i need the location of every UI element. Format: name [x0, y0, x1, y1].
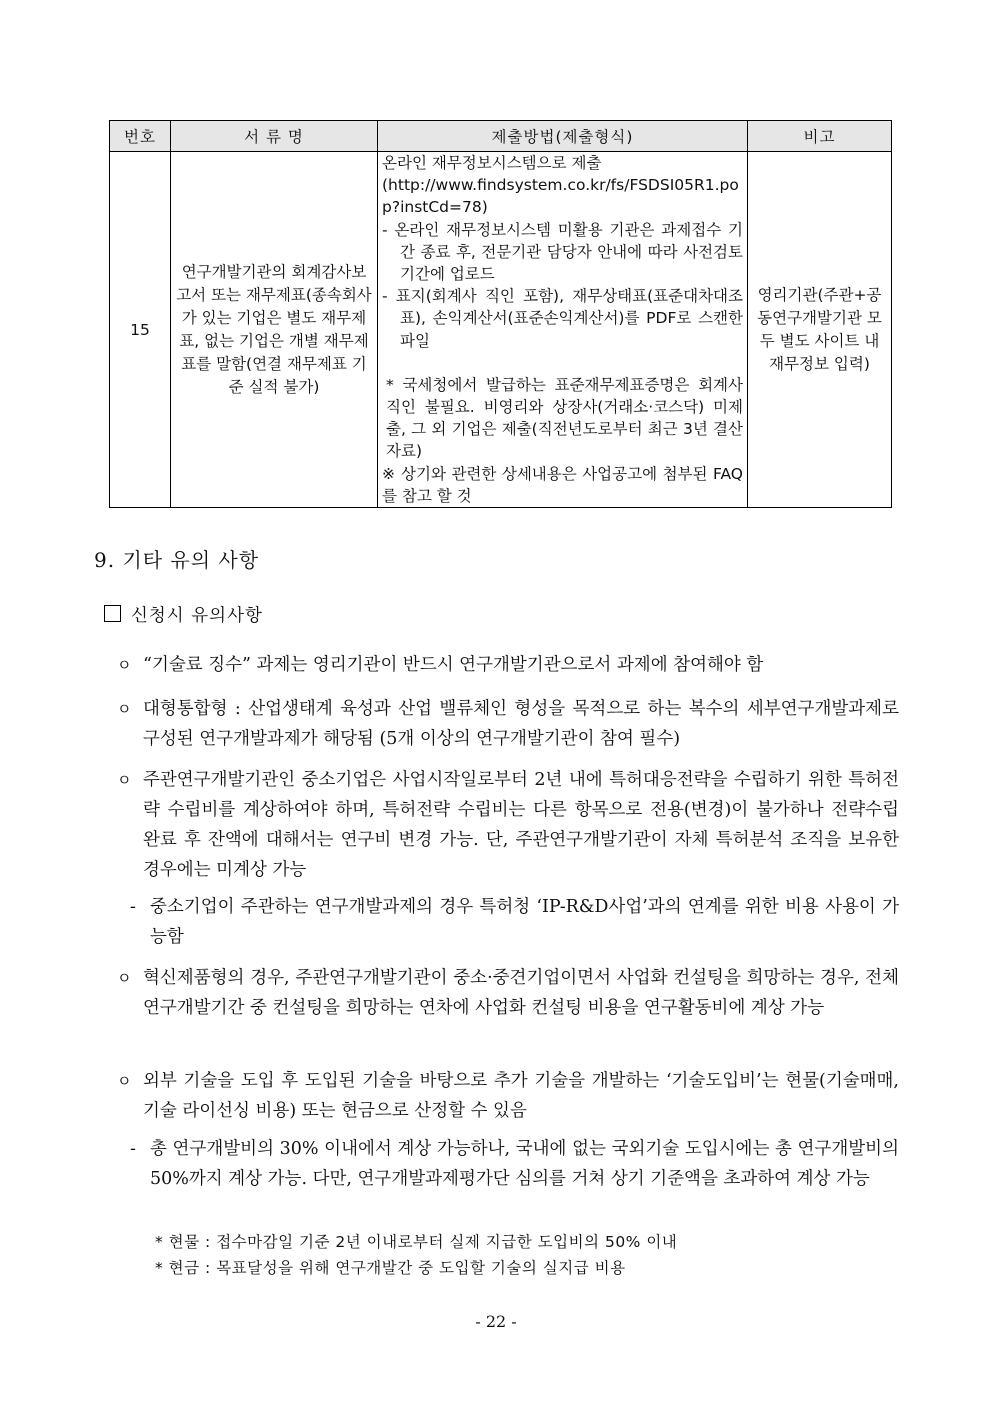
circle-bullet-icon: ㅇ	[117, 700, 132, 718]
note-cash: * 현금 : 목표달성을 위해 연구개발간 중 도입할 기술의 실지급 비용	[155, 1259, 626, 1277]
row-remarks: 영리기관(주관+공동연구개발기관 모두 별도 사이트 내 재무정보 입력)	[748, 152, 892, 508]
submission-table	[109, 120, 892, 508]
circle-bullet-icon: ㅇ	[117, 969, 132, 987]
page-number: - 22 -	[475, 1312, 517, 1331]
dash-item: - 총 연구개발비의 30% 이내에서 계상 가능하나, 국내에 없는 국외기술 도입시에는 총 연구개발비의 50%까지 계상 가능. 다만, 연구개발과제평가단 심의를 거쳐 상기 기준액을 초과하여 계상 가능	[130, 1134, 899, 1194]
circle-bullet-icon: ㅇ	[117, 1072, 132, 1090]
note-in-kind: * 현물 : 접수마감일 기준 2년 이내로부터 실제 지급한 도입비의 50% 이내	[155, 1233, 678, 1251]
header-number: 번호	[110, 121, 171, 152]
method-dash-2: - 표지(회계사 직인 포함), 재무상태표(표준대차대조표), 손익계산서(표준손익계산서)를 PDF로 스캔한 파일	[382, 287, 743, 350]
subheading	[104, 602, 263, 627]
bullet-item: ㅇ 주관연구개발기관인 중소기업은 사업시작일로부터 2년 내에 특허대응전략을 수립하기 위한 특허전략 수립비를 계상하여야 하며, 특허전략 수립비는 다른 항목으로 전용(변경)이 불가하나 전략수립 완료 후 잔액에 대해서는 연구비 변경 가능. 단, 주관연구개발기관이 자체 특허분석 조직을 보유한 경우에는 미계상 가능	[117, 765, 899, 885]
row-submission-method	[378, 152, 748, 508]
method-intro: 온라인 재무정보시스템으로 제출	[382, 154, 602, 172]
row-document-name: 연구개발기관의 회계감사보고서 또는 재무제표(종속회사가 있는 기업은 별도 재무제표, 없는 기업은 개별 재무제표를 말함(연결 재무제표 기준 실적 불가)	[171, 152, 378, 508]
table-row	[110, 152, 892, 508]
section-heading: 9. 기타 유의 사항	[94, 548, 260, 572]
bullet-item: ㅇ “기술료 징수” 과제는 영리기관이 반드시 연구개발기관으로서 과제에 참여해야 함	[117, 650, 899, 680]
header-remarks: 비고	[748, 121, 892, 152]
table-header-row	[110, 121, 892, 152]
header-submission-method: 제출방법(제출형식)	[378, 121, 748, 152]
subheading-text: 신청시 유의사항	[131, 606, 263, 626]
bullet-item: ㅇ 혁신제품형의 경우, 주관연구개발기관이 중소·중견기업이면서 사업화 컨설팅을 희망하는 경우, 전체 연구개발기간 중 컨설팅을 희망하는 연차에 사업화 컨설팅 비용을 연구활동비에 계상 가능	[117, 963, 899, 1023]
method-star-note: * 국세청에서 발급하는 표준재무제표증명은 회계사 직인 불필요. 비영리와 상장사(거래소·코스닥) 미제출, 그 외 기업은 제출(직전년도로부터 최근 3년 결산 자료)	[386, 375, 743, 461]
dash-marker: -	[130, 897, 136, 917]
header-document-name: 서 류 명	[171, 121, 378, 152]
method-dash-1: - 온라인 재무정보시스템 미활용 기관은 과제접수 기간 종료 후, 전문기관 담당자 안내에 따라 사전검토기간에 업로드	[382, 220, 743, 284]
bullet-item: ㅇ 대형통합형 : 산업생태계 육성과 산업 밸류체인 형성을 목적으로 하는 복수의 세부연구개발과제로 구성된 연구개발과제가 해당됨 (5개 이상의 연구개발기관이 참여 필수)	[117, 694, 899, 754]
bullet-item: ㅇ 외부 기술을 도입 후 도입된 기술을 바탕으로 추가 기술을 개발하는 ‘기술도입비’는 현물(기술매매, 기술 라이선싱 비용) 또는 현금으로 산정할 수 있음	[117, 1066, 899, 1126]
checkbox-square-icon	[104, 605, 121, 622]
circle-bullet-icon: ㅇ	[117, 771, 132, 789]
row-number: 15	[110, 152, 171, 508]
method-reference-note: ※ 상기와 관련한 상세내용은 사업공고에 첨부된 FAQ를 참고 할 것	[382, 464, 743, 505]
dash-marker: -	[130, 1139, 136, 1159]
method-url: (http://www.findsystem.co.kr/fs/FSDSI05R1.pop?instCd=78)	[382, 176, 739, 217]
circle-bullet-icon: ㅇ	[117, 656, 132, 674]
dash-item: - 중소기업이 주관하는 연구개발과제의 경우 특허청 ‘IP-R&D사업’과의 연계를 위한 비용 사용이 가능함	[130, 892, 899, 952]
